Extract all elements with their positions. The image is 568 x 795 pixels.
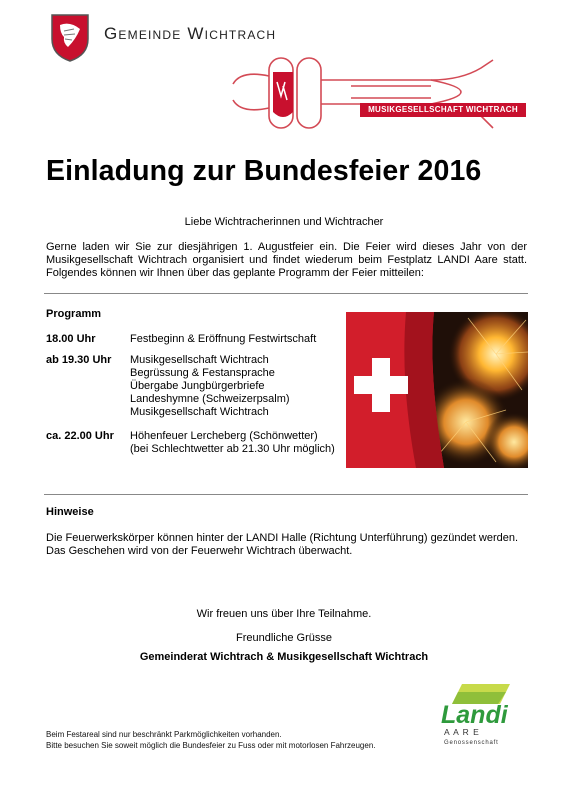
program-desc — [130, 333, 316, 346]
program-line: Festbeginn & Eröffnung Festwirtschaft — [130, 333, 317, 345]
notes-text: Die Feuerwerkskörper können hinter der LANDI Halle (Richtung Unterführung) gezündet werden. Das Geschehen wird von der Feuerwehr Wichtrach überwacht. — [46, 532, 519, 557]
program-line: (bei Schlechtwetter ab 21.30 Uhr möglich) — [130, 443, 335, 455]
program-line: Höhenfeuer Lercheberg (Schönwetter) — [130, 430, 318, 442]
landi-brand-text: Landi — [441, 701, 508, 729]
program-line: Begrüssung & Festansprache — [130, 367, 275, 379]
signature-line: Gemeinderat Wichtrach & Musikgesellschaft Wichtrach — [139, 651, 429, 663]
program-line: Übergabe Jungbürgerbriefe — [130, 380, 265, 392]
notes-heading: Hinweise — [46, 506, 94, 518]
divider-middle — [44, 494, 528, 495]
landi-aare-logo-icon — [440, 682, 524, 748]
page-title: Einladung zur Bundesfeier 2016 — [46, 155, 482, 187]
footer-line: Beim Festareal sind nur beschränkt Parkmöglichkeiten vorhanden. — [46, 730, 282, 739]
band-trumpet-logo-icon — [231, 56, 527, 134]
program-line: Musikgesellschaft Wichtrach — [130, 354, 269, 366]
municipality-crest-icon — [50, 13, 90, 63]
footer-note — [46, 729, 376, 751]
thanks-line: Wir freuen uns über Ihre Teilnahme. — [196, 608, 372, 620]
municipality-name: Gemeinde Wichtrach — [104, 24, 277, 43]
program-line: Musikgesellschaft Wichtrach — [130, 406, 269, 418]
swiss-flag-fireworks-photo — [346, 312, 528, 468]
program-desc — [130, 430, 335, 456]
program-line: Landeshymne (Schweizerpsalm) — [130, 393, 290, 405]
landi-sub-text: Genossenschaft — [444, 740, 499, 746]
regards-line: Freundliche Grüsse — [236, 632, 332, 644]
band-name-label: MUSIKGESELLSCHAFT WICHTRACH — [360, 103, 526, 117]
program-heading: Programm — [46, 308, 102, 320]
greeting: Liebe Wichtracherinnen und Wichtracher — [184, 216, 384, 228]
program-time: ab 19.30 Uhr — [46, 354, 112, 366]
program-desc — [130, 354, 290, 419]
program-time: 18.00 Uhr — [46, 333, 96, 345]
footer-line: Bitte besuchen Sie soweit möglich die Bundesfeier zu Fuss oder mit motorlosen Fahrzeugen. — [46, 741, 376, 750]
landi-region-text: A A R E — [444, 727, 480, 737]
divider-top — [44, 293, 528, 294]
program-time: ca. 22.00 Uhr — [46, 430, 114, 442]
intro-paragraph: Gerne laden wir Sie zur diesjährigen 1. Augustfeier ein. Die Feier wird dieses Jahr von der Musikgesellschaft Wichtrach organisiert und findet wiederum beim Festplatz LANDI Aare statt. Folgendes können wir Ihnen über das geplante Programm der Feier mitteilen: — [46, 241, 527, 279]
